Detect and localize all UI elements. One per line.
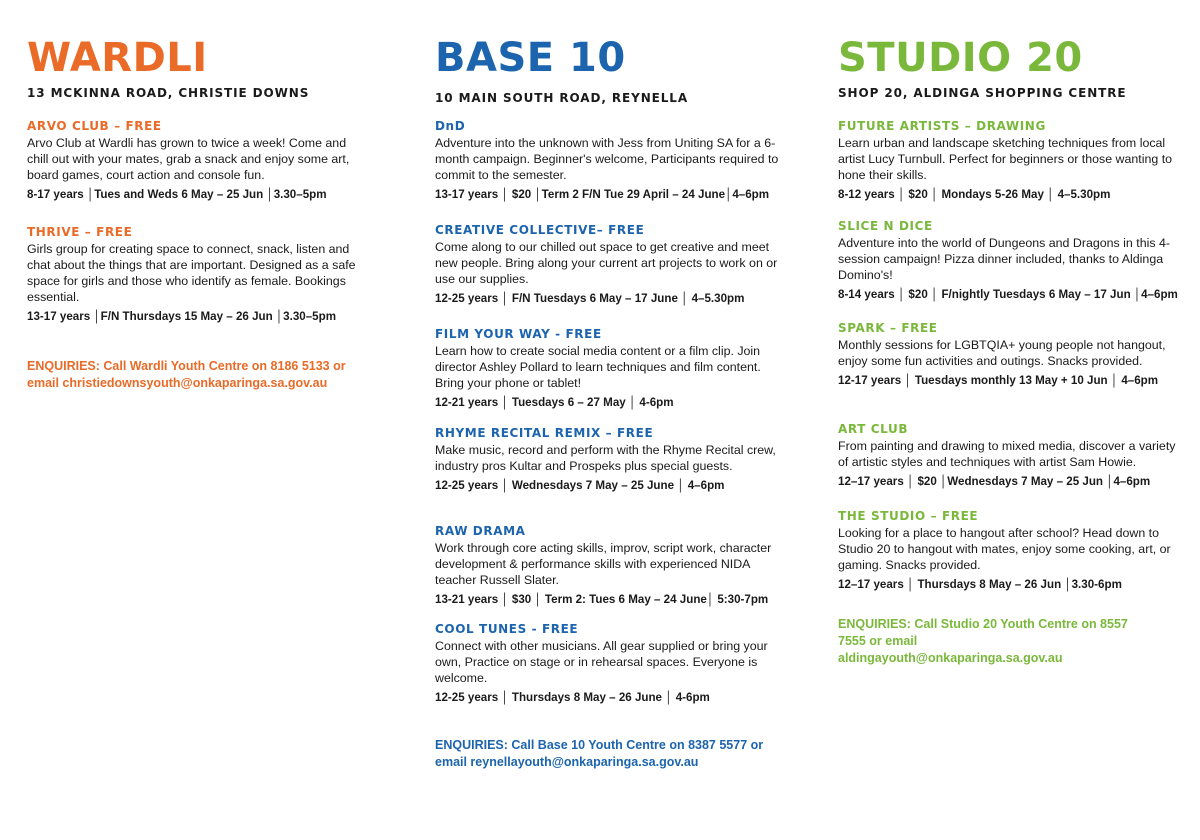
studio20-address: SHOP 20, ALDINGA SHOPPING CENTRE xyxy=(838,86,1127,100)
program-details: 13-21 years │ $30 │ Term 2: Tues 6 May – 24 June│ 5:30-7pm xyxy=(435,593,769,606)
program-thrive xyxy=(27,224,367,325)
program-details: 12–17 years │ Thursdays 8 May – 26 Jun │3.30-6pm xyxy=(838,578,1122,591)
program-description: Work through core acting skills, improv, script work, character development & performance skills with experienced NIDA teacher Russell Slater. xyxy=(435,541,772,587)
program-creative-collective xyxy=(435,222,785,307)
program-the-studio xyxy=(838,508,1184,593)
program-title: RHYME RECITAL REMIX – FREE xyxy=(435,426,654,440)
program-description: Looking for a place to hangout after school? Head down to Studio 20 to hangout with mates, enjoy some cooking, art, or gaming. Snacks provided. xyxy=(838,526,1171,572)
program-title: COOL TUNES - FREE xyxy=(435,622,579,636)
program-details: 12-25 years │ F/N Tuesdays 6 May – 17 June │ 4–5.30pm xyxy=(435,292,745,305)
program-description: Adventure into the world of Dungeons and Dragons in this 4-session campaign! Pizza dinner included, thanks to Aldinga Domino's! xyxy=(838,236,1170,282)
program-title: SLICE N DICE xyxy=(838,219,933,233)
program-description: Connect with other musicians. All gear supplied or bring your own, Practice on stage or in rehearsal spaces. Everyone is welcome. xyxy=(435,639,768,685)
base10-enquiries: ENQUIRIES: Call Base 10 Youth Centre on 8387 5577 or email reynellayouth@onkaparinga.sa.gov.au xyxy=(435,738,764,769)
wardli-address: 13 MCKINNA ROAD, CHRISTIE DOWNS xyxy=(27,86,310,100)
program-raw-drama xyxy=(435,523,785,608)
program-details: 12–17 years │ $20 │Wednesdays 7 May – 25 Jun │4–6pm xyxy=(838,475,1151,488)
program-details: 8-14 years │ $20 │ F/nightly Tuesdays 6 May – 17 Jun │4–6pm xyxy=(838,288,1178,301)
program-title: SPARK – FREE xyxy=(838,321,938,335)
studio20-title: STUDIO 20 xyxy=(838,35,1083,81)
program-spark xyxy=(838,320,1184,389)
wardli-title: WARDLI xyxy=(27,35,208,81)
program-film-your-way xyxy=(435,326,785,411)
program-details: 13-17 years │F/N Thursdays 15 May – 26 Jun │3.30–5pm xyxy=(27,310,337,323)
program-description: Monthly sessions for LGBTQIA+ young people not hangout, enjoy some fun activities and outings. Snacks provided. xyxy=(838,338,1166,368)
program-title: FUTURE ARTISTS – DRAWING xyxy=(838,119,1046,133)
wardli-enquiries: ENQUIRIES: Call Wardli Youth Centre on 8186 5133 or email christiedownsyouth@onkaparinga.sa.gov.au xyxy=(27,359,346,390)
program-description: Girls group for creating space to connect, snack, listen and chat about the things that are important. Designed as a safe space for girls and those who identify as female. Bookings essential. xyxy=(27,242,356,304)
program-slice-n-dice xyxy=(838,218,1184,303)
program-title: ARVO CLUB – FREE xyxy=(27,119,162,133)
program-description: From painting and drawing to mixed media, discover a variety of artistic styles and techniques with artist Sam Howie. xyxy=(838,439,1176,469)
program-title: ART CLUB xyxy=(838,422,909,436)
program-details: 12-17 years │ Tuesdays monthly 13 May + 10 Jun │ 4–6pm xyxy=(838,374,1159,387)
base10-title: BASE 10 xyxy=(435,35,626,81)
program-future-artists xyxy=(838,118,1184,203)
program-art-club xyxy=(838,421,1184,490)
program-title: FILM YOUR WAY - FREE xyxy=(435,327,602,341)
program-description: Adventure into the unknown with Jess from Uniting SA for a 6-month campaign. Beginner's welcome, Participants required to commit to the semester. xyxy=(435,136,779,182)
program-details: 12-25 years │ Thursdays 8 May – 26 June │ 4-6pm xyxy=(435,691,710,704)
program-title: DnD xyxy=(435,119,466,133)
program-title: CREATIVE COLLECTIVE– FREE xyxy=(435,223,645,237)
program-details: 12-21 years │ Tuesdays 6 – 27 May │ 4-6pm xyxy=(435,396,674,409)
program-description: Arvo Club at Wardli has grown to twice a week! Come and chill out with your mates, grab a snack and enjoy some art, board games, court action and console fun. xyxy=(27,136,350,182)
program-details: 8-12 years │ $20 │ Mondays 5-26 May │ 4–5.30pm xyxy=(838,188,1111,201)
program-title: THRIVE – FREE xyxy=(27,225,133,239)
program-details: 8-17 years │Tues and Weds 6 May – 25 Jun │3.30–5pm xyxy=(27,188,327,201)
program-description: Come along to our chilled out space to get creative and meet new people. Bring along your current art projects to work on or use our supplies. xyxy=(435,240,778,286)
program-description: Learn urban and landscape sketching techniques from local artist Lucy Turnbull. Perfect for beginners or those wanting to hone their skills. xyxy=(838,136,1173,182)
program-dnd xyxy=(435,118,785,203)
program-title: RAW DRAMA xyxy=(435,524,526,538)
program-arvo-club xyxy=(27,118,367,203)
program-cool-tunes xyxy=(435,621,785,706)
base10-address: 10 MAIN SOUTH ROAD, REYNELLA xyxy=(435,91,689,105)
program-title: THE STUDIO – FREE xyxy=(838,509,979,523)
program-details: 12-25 years │ Wednesdays 7 May – 25 June │ 4–6pm xyxy=(435,479,725,492)
program-description: Make music, record and perform with the Rhyme Recital crew, industry pros Kultar and Prospeks plus special guests. xyxy=(435,443,776,473)
program-rhyme-recital-remix xyxy=(435,425,785,494)
program-details: 13-17 years │ $20 │Term 2 F/N Tue 29 April – 24 June│4–6pm xyxy=(435,188,770,201)
program-description: Learn how to create social media content or a film clip. Join director Ashley Pollard to learn techniques and film content. Bring your phone or tablet! xyxy=(435,344,761,390)
studio20-enquiries: ENQUIRIES: Call Studio 20 Youth Centre on 8557 7555 or email aldingayouth@onkaparinga.sa.gov.au xyxy=(838,617,1128,665)
